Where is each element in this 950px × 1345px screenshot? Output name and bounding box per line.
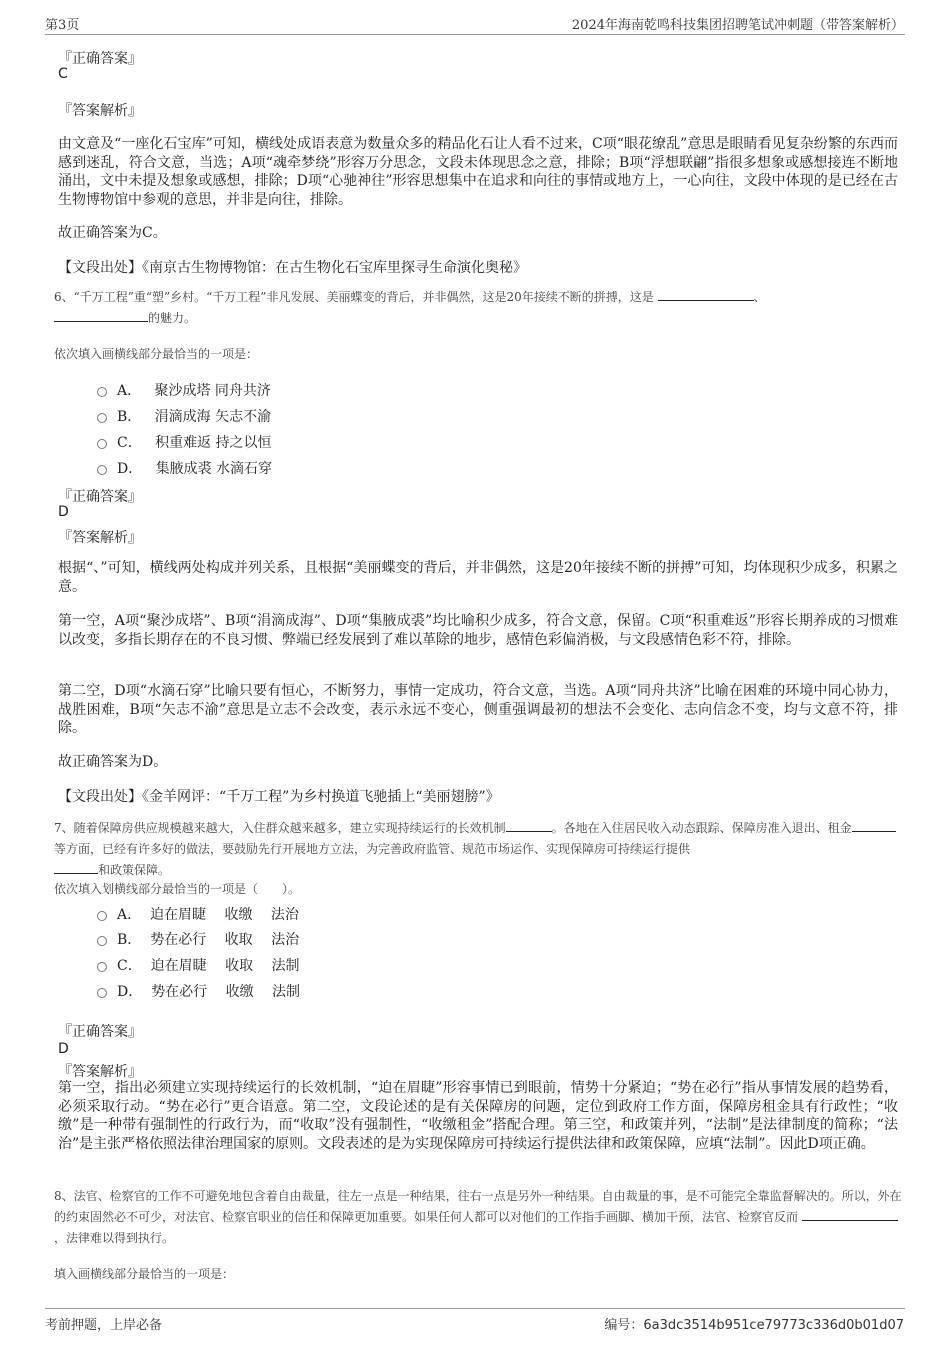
analysis-text: 第一空，A项“聚沙成塔”、B项“涓滴成海”、D项“集腋成裘”均比喻积少成多，符合文意，保留。C项“积重难返”形容长期养成的习惯难以改变，多指长期存在的不良习惯、弊端已经发展到了难以革除的地步，感情色彩偏消极，与文段感情色彩不符，排除。 xyxy=(58,613,898,648)
option-c[interactable]: C． 积重难返 持之以恒 xyxy=(97,432,272,452)
fill-blank xyxy=(506,819,552,832)
correct-answer-value: D xyxy=(58,1041,69,1057)
fill-blank xyxy=(54,309,148,322)
conclusion-text: 故正确答案为D。 xyxy=(58,754,168,770)
radio-icon[interactable] xyxy=(97,465,107,475)
question-instruction: 依次填入划横线部分最恰当的一项是（ ）。 xyxy=(54,882,301,896)
option-c[interactable]: C． 迫在眉睫 收取 法制 xyxy=(97,955,300,975)
question-instruction: 填入画横线部分最恰当的一项是： xyxy=(54,1267,235,1281)
correct-answer-label: 『正确答案』 xyxy=(58,51,142,67)
document-title: 2024年海南乾鸣科技集团招聘笔试冲刺题（带答案解析） xyxy=(571,18,904,33)
document-code: 编号：6a3dc3514b951ce79773c336d0b01d07 xyxy=(604,1318,904,1333)
radio-icon[interactable] xyxy=(97,988,107,998)
analysis-text: 第二空，D项“水滴石穿”比喻只要有恒心，不断努力，事情一定成功，符合文意，当选。A项“同舟共济”比喻在困难的环境中同心协力，战胜困难，B项“矢志不渝”意思是立志不会改变，表示永远不变心，侧重强调最初的想法不会变化、志向信念不变，均与文意不符，排除。 xyxy=(58,683,898,736)
radio-icon[interactable] xyxy=(97,936,107,946)
radio-icon[interactable] xyxy=(97,439,107,449)
option-b[interactable]: B． 势在必行 收取 法治 xyxy=(97,929,299,949)
question-stem: 7、随着保障房供应规模越来越大，入住群众越来越多，建立实现持续运行的长效机制 。各地在入住居民收入动态跟踪、保障房准入退出、租金等方面，已经有许多好的做法，要鼓励先行开展地方立法，为完善政府监管、规范市场运作、实现保障房可持续运行提供 和政策保障。 xyxy=(54,818,904,881)
option-d[interactable]: D． 势在必行 收缴 法制 xyxy=(97,981,300,1001)
source-citation: 【文段出处】《南京古生物博物馆：在古生物化石宝库里探寻生命演化奥秘》 xyxy=(58,260,527,276)
analysis-label: 『答案解析』 xyxy=(58,1064,142,1080)
radio-icon[interactable] xyxy=(97,413,107,423)
header-divider xyxy=(45,34,905,35)
option-b[interactable]: B． 涓滴成海 矢志不渝 xyxy=(97,406,271,426)
conclusion-text: 故正确答案为C。 xyxy=(58,225,167,241)
radio-icon[interactable] xyxy=(97,962,107,972)
correct-answer-value: C xyxy=(58,66,68,82)
option-a[interactable]: A． 聚沙成塔 同舟共济 xyxy=(97,380,271,400)
radio-icon[interactable] xyxy=(97,387,107,397)
page-number: 第3页 xyxy=(45,18,80,33)
source-citation: 【文段出处】《金羊网评：“千万工程”为乡村换道飞驰插上“美丽翅膀”》 xyxy=(58,789,500,805)
question-stem: 8、法官、检察官的工作不可避免地包含着自由裁量，往左一点是一种结果，往右一点是另外一种结果。自由裁量的事，是不可能完全靠监督解决的。所以，外在的约束固然必不可少，对法官、检察官职业的信任和保障更加重要。如果任何人都可以对他们的工作指手画脚、横加干预，法官、检察官反而 ，法律难以得到执行。 xyxy=(54,1189,902,1245)
analysis-label: 『答案解析』 xyxy=(58,530,142,546)
analysis-text: 第一空，指出必须建立实现持续运行的长效机制，“迫在眉睫”形容事情已到眼前，情势十分紧迫；“势在必行”指从事情发展的趋势看，必须采取行动。“势在必行”更合语意。第二空，文段论述的是有关保障房的问题，定位到政府工作方面，保障房租金具有行政性；“收缴”是一种带有强制性的行政行为，而“收取”没有强制性，“收缴租金”搭配合理。第三空，和政策并列，“法制”是法律制度的简称；“法治”是主张严格依照法律治理国家的原则。文段表述的是为实现保障房可持续运行提供法律和政策保障，应填“法制”。因此D项正确。 xyxy=(58,1080,898,1152)
analysis-label: 『答案解析』 xyxy=(58,103,142,119)
analysis-text: 由文意及“一座化石宝库”可知，横线处成语表意为数量众多的精品化石让人看不过来，C项“眼花缭乱”意思是眼睛看见复杂纷繁的东西而感到迷乱，符合文意，当选；A项“魂牵梦绕”形容万分思念，文段未体现思念之意，排除；B项“浮想联翩”指很多想象或感想接连不断地涌出，文中未提及想象或感想，排除；D项“心驰神往”形容思想集中在追求和向往的事情或地方上，一心向往，文段中体现的是已经在古生物博物馆中参观的意思，并非是向往，排除。 xyxy=(58,136,898,208)
fill-blank xyxy=(54,861,98,874)
radio-icon[interactable] xyxy=(97,911,107,921)
fill-blank xyxy=(658,288,754,301)
footer-slogan: 考前押题，上岸必备 xyxy=(45,1318,163,1333)
footer-divider xyxy=(45,1308,905,1309)
question-instruction: 依次填入画横线部分最恰当的一项是： xyxy=(54,347,259,361)
fill-blank xyxy=(852,819,896,832)
question-stem: 6、“千万工程”重“塑”乡村。“千万工程”非凡发展、美丽蝶变的背后，并非偶然，这是20年接续不断的拼搏，这是 、 的魅力。 xyxy=(54,290,766,325)
analysis-text: 根据“、”可知，横线两处构成并列关系，且根据“美丽蝶变的背后，并非偶然，这是20年接续不断的拼搏”可知，均体现积少成多，积累之意。 xyxy=(58,560,898,595)
option-a[interactable]: A． 迫在眉睫 收缴 法治 xyxy=(97,904,299,924)
fill-blank xyxy=(802,1208,898,1221)
option-d[interactable]: D． 集腋成裘 水滴石穿 xyxy=(97,458,272,478)
correct-answer-value: D xyxy=(58,504,69,520)
correct-answer-label: 『正确答案』 xyxy=(58,1024,142,1040)
correct-answer-label: 『正确答案』 xyxy=(58,489,142,505)
